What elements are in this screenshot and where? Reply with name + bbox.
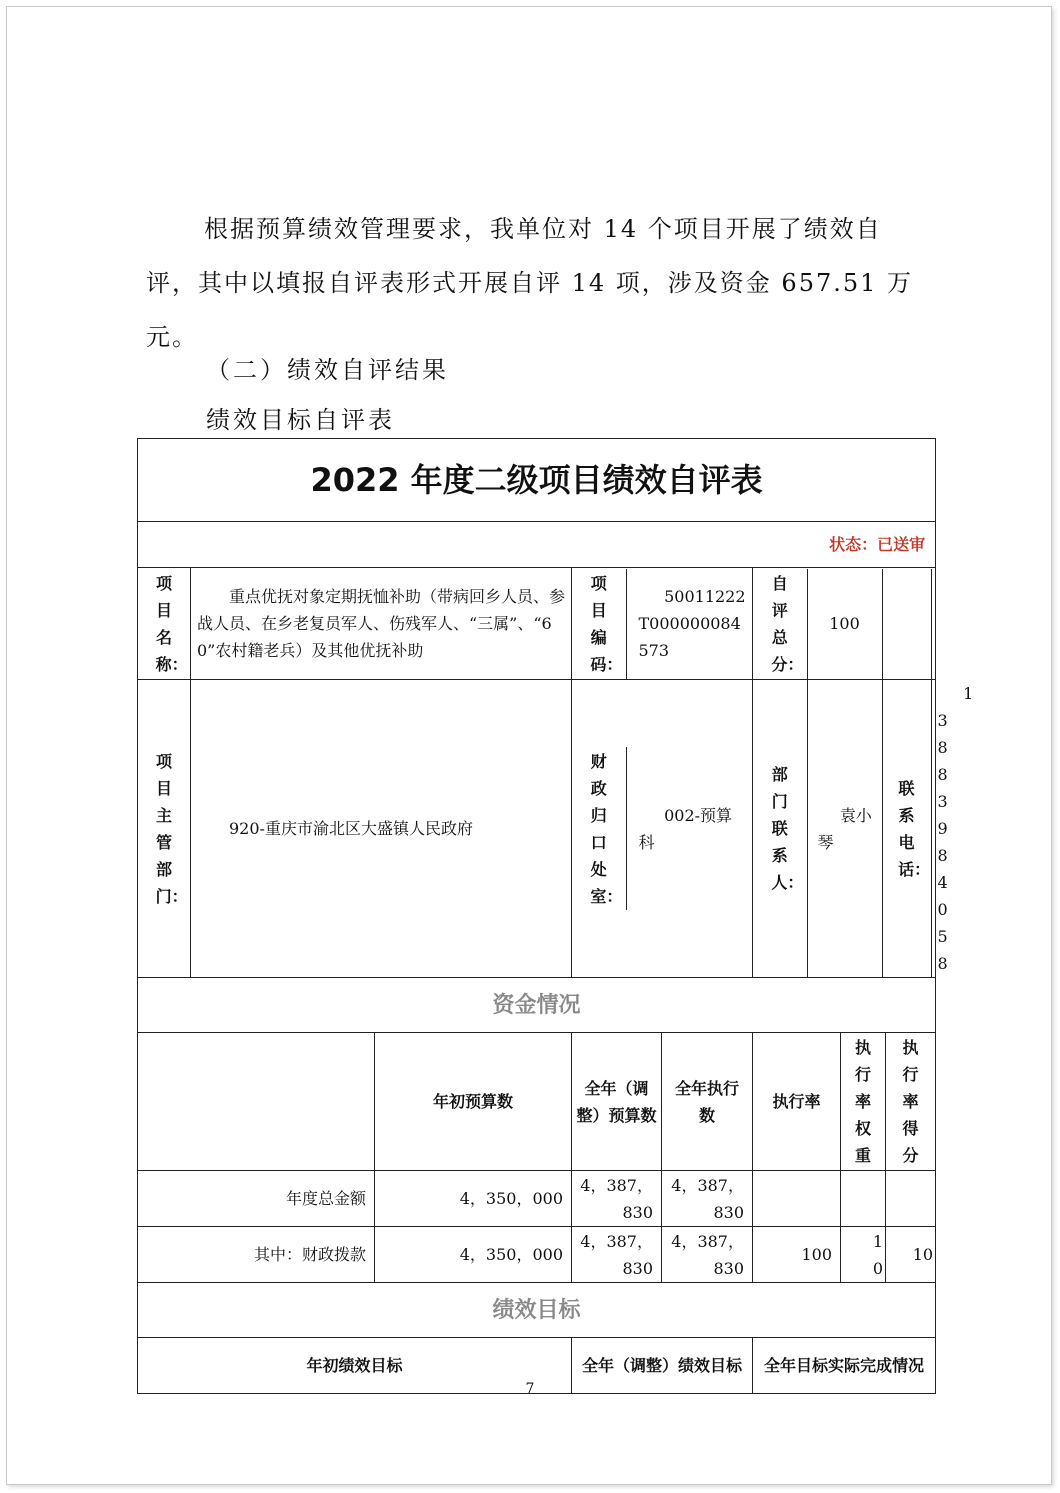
finance-office-value: 002-预算科 [638,805,733,852]
row-adjusted: 4，387，830 [572,1227,662,1283]
contact-label: 部门联系人： [753,680,807,977]
row-initial: 4，350，000 [375,1171,572,1227]
row-weight [841,1171,886,1227]
header-rate-score: 执行率得分 [886,1033,936,1171]
table-caption: 绩效目标自评表 [206,406,395,434]
status-badge: 状态：已送审 [138,522,936,568]
row-score [886,1171,936,1227]
project-name-value: 重点优抚对象定期抚恤补助（带病回乡人员、参战人员、在乡老复员军人、伤残军人、“三属”、“60”农村籍老兵）及其他优抚补助 [197,587,566,660]
self-score-label: 自评总分： [753,569,807,679]
row-label: 年度总金额 [138,1171,375,1227]
phone-label: 联系电话： [882,680,931,977]
phone-value: 13883984058 [937,684,974,973]
empty-cell [138,1033,375,1171]
project-code-label: 项目编码： [572,569,626,679]
form-title: 2022 年度二级项目绩效自评表 [138,439,936,522]
header-adjusted-budget: 全年（调整）预算数 [572,1033,662,1171]
dept-label: 项目主管部门： [138,680,191,978]
row-weight: 10 [841,1227,886,1283]
self-evaluation-form [137,438,974,1394]
finance-office-label: 财政归口处室： [572,747,626,910]
table-row [138,1171,936,1227]
row-label: 其中：财政拨款 [138,1227,375,1283]
empty-cell [931,569,935,679]
row-initial: 4，350，000 [375,1227,572,1283]
empty-cell [882,569,931,679]
header-initial-budget: 年初预算数 [375,1033,572,1171]
funds-section-title: 资金情况 [138,978,936,1033]
header-initial-goal: 年初绩效目标 [138,1338,572,1394]
header-adjusted-goal: 全年（调整）绩效目标 [572,1338,753,1394]
row-adjusted: 4，387，830 [572,1171,662,1227]
goals-section-title: 绩效目标 [138,1283,936,1338]
project-code-value: 50011222T000000084573 [638,587,746,660]
dept-value: 920-重庆市渝北区大盛镇人民政府 [191,680,572,978]
page-number: 7 [525,1381,535,1397]
row-score: 10 [886,1227,936,1283]
header-actual: 全年目标实际完成情况 [753,1338,936,1394]
project-name-label: 项目名称： [138,568,191,680]
self-score-value: 100 [807,569,882,679]
header-executed: 全年执行数 [662,1033,753,1171]
header-rate-weight: 执行率权重 [841,1033,886,1171]
row-rate [753,1171,841,1227]
row-rate: 100 [753,1227,841,1283]
table-row [138,1227,936,1283]
row-executed: 4，387，830 [662,1227,753,1283]
section-heading: （二）绩效自评结果 [206,356,449,384]
contact-value: 袁小琴 [807,680,882,977]
header-rate: 执行率 [753,1033,841,1171]
row-executed: 4，387，830 [662,1171,753,1227]
intro-paragraph: 根据预算绩效管理要求，我单位对 14 个项目开展了绩效自评，其中以填报自评表形式开展自评 14 项，涉及资金 657.51 万元。 [146,215,914,351]
